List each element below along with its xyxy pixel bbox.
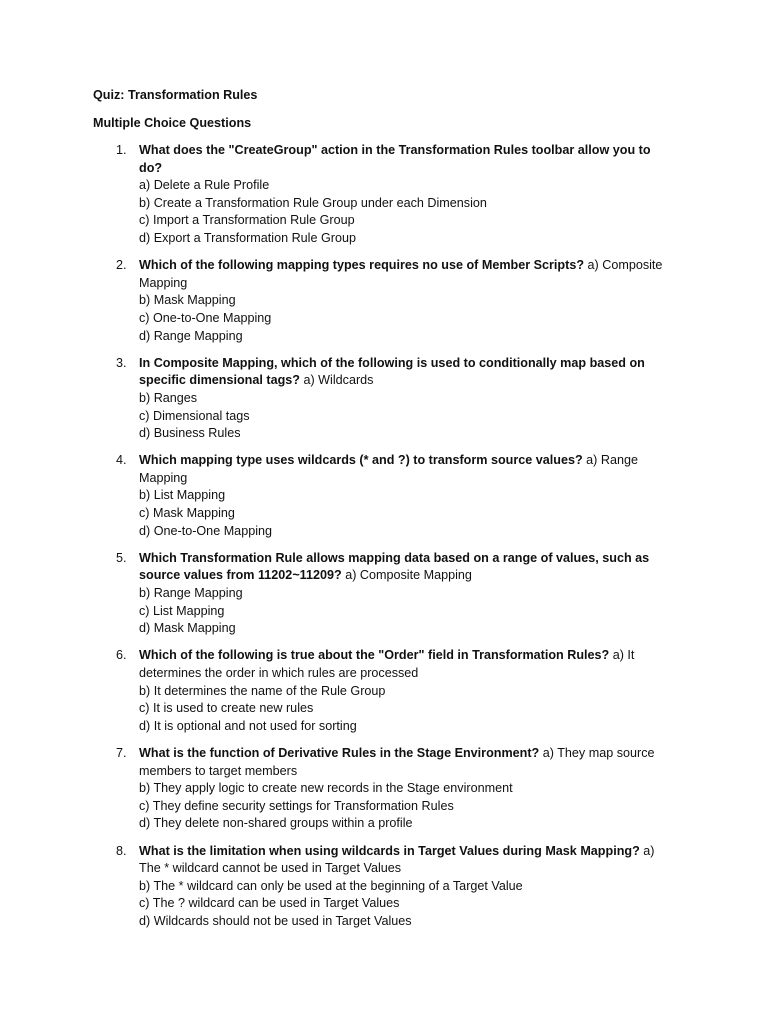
- answer-option: b) List Mapping: [139, 488, 226, 503]
- answer-option: a) Composite Mapping: [345, 568, 472, 583]
- question-number: 7.: [116, 745, 127, 760]
- question-item: [116, 843, 674, 931]
- question-text: In Composite Mapping, which of the following is used to conditionally map based on specific dimensional tags?: [139, 355, 645, 388]
- answer-option: a) Wildcards: [303, 373, 374, 388]
- answer-option: d) Range Mapping: [139, 328, 243, 343]
- answer-option: c) The ? wildcard can be used in Target Values: [139, 896, 400, 911]
- question-text: Which Transformation Rule allows mapping data based on a range of values, such as source values from 11202~11209?: [139, 550, 650, 583]
- answer-option: b) They apply logic to create new records in the Stage environment: [139, 781, 513, 796]
- answer-option: c) It is used to create new rules: [139, 701, 314, 716]
- question-item: [116, 647, 674, 735]
- question-number: 1.: [116, 143, 127, 157]
- answer-option: d) Export a Transformation Rule Group: [139, 230, 356, 245]
- answer-option: a) They map source members to target members: [139, 745, 655, 778]
- question-number: 5.: [116, 550, 127, 565]
- question-text: Which of the following mapping types requires no use of Member Scripts?: [139, 258, 585, 273]
- question-text: What is the limitation when using wildcards in Target Values during Mask Mapping?: [139, 843, 640, 858]
- question-item: [116, 142, 674, 248]
- answer-option: d) Mask Mapping: [139, 621, 236, 636]
- question-item: [116, 355, 674, 443]
- answer-option: d) Business Rules: [139, 426, 241, 441]
- question-item: [116, 452, 674, 540]
- question-text: What is the function of Derivative Rules in the Stage Environment?: [139, 745, 540, 760]
- answer-option: b) The * wildcard can only be used at the beginning of a Target Value: [139, 878, 523, 893]
- answer-option: d) Wildcards should not be used in Target Values: [139, 913, 412, 928]
- answer-option: a) Range Mapping: [139, 453, 638, 485]
- question-text: Which mapping type uses wildcards (* and ?) to transform source values?: [139, 453, 583, 468]
- answer-option: c) Dimensional tags: [139, 408, 250, 423]
- document-title: Quiz: Transformation Rules: [93, 88, 258, 102]
- question-item: [116, 550, 674, 638]
- answer-option: c) List Mapping: [139, 603, 225, 618]
- answer-option: b) Create a Transformation Rule Group under each Dimension: [139, 195, 487, 210]
- question-number: 3.: [116, 355, 127, 370]
- answer-option: b) Ranges: [139, 390, 198, 405]
- answer-option: c) Mask Mapping: [139, 506, 235, 521]
- question-list: [116, 142, 674, 940]
- question-number: 8.: [116, 843, 127, 858]
- answer-option: c) One-to-One Mapping: [139, 310, 272, 325]
- answer-option: a) The * wildcard cannot be used in Target Values: [139, 843, 655, 876]
- question-number: 6.: [116, 648, 127, 663]
- question-number: 2.: [116, 258, 127, 273]
- answer-option: b) It determines the name of the Rule Group: [139, 683, 386, 698]
- answer-option: a) Composite Mapping: [139, 258, 663, 290]
- question-number: 4.: [116, 453, 127, 468]
- answer-option: c) Import a Transformation Rule Group: [139, 213, 355, 228]
- answer-option: d) It is optional and not used for sorting: [139, 718, 357, 733]
- answer-option: c) They define security settings for Transformation Rules: [139, 798, 454, 813]
- answer-option: a) It determines the order in which rules are processed: [139, 648, 635, 680]
- section-heading: Multiple Choice Questions: [93, 116, 252, 130]
- answer-option: d) They delete non-shared groups within a profile: [139, 816, 413, 831]
- question-text: What does the "CreateGroup" action in the Transformation Rules toolbar allow you to do?: [139, 143, 651, 175]
- answer-option: b) Mask Mapping: [139, 293, 236, 308]
- question-item: [116, 257, 674, 345]
- answer-option: b) Range Mapping: [139, 586, 243, 601]
- question-item: [116, 745, 674, 833]
- question-text: Which of the following is true about the "Order" field in Transformation Rules?: [139, 648, 610, 663]
- answer-option: d) One-to-One Mapping: [139, 523, 273, 538]
- answer-option: a) Delete a Rule Profile: [139, 178, 270, 193]
